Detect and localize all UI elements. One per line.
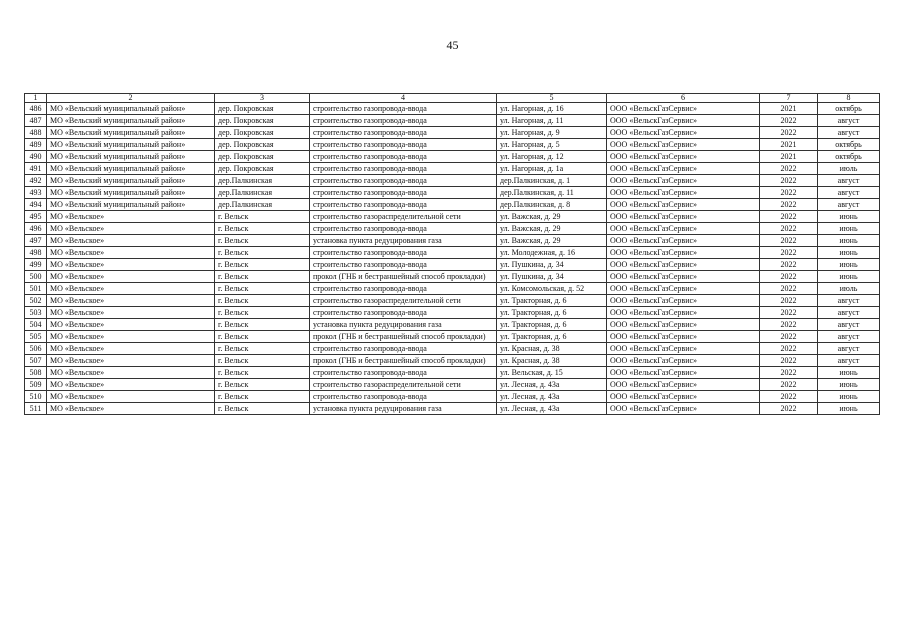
address-cell: ул. Тракторная, д. 6 xyxy=(497,307,607,319)
row-number: 493 xyxy=(25,187,47,199)
municipality-cell: МО «Вельское» xyxy=(47,283,215,295)
year-cell: 2022 xyxy=(760,319,818,331)
year-cell: 2022 xyxy=(760,403,818,415)
organization-cell: ООО «ВельскГазСервис» xyxy=(607,175,760,187)
year-cell: 2022 xyxy=(760,235,818,247)
address-cell: ул. Красная, д. 38 xyxy=(497,343,607,355)
address-cell: ул. Молодежная, д. 16 xyxy=(497,247,607,259)
municipality-cell: МО «Вельское» xyxy=(47,331,215,343)
address-cell: дер.Палкинская, д. 8 xyxy=(497,199,607,211)
month-cell: октябрь xyxy=(818,151,880,163)
municipality-cell: МО «Вельский муниципальный район» xyxy=(47,187,215,199)
organization-cell: ООО «ВельскГазСервис» xyxy=(607,355,760,367)
month-cell: июнь xyxy=(818,379,880,391)
municipality-cell: МО «Вельское» xyxy=(47,307,215,319)
month-cell: август xyxy=(818,331,880,343)
municipality-cell: МО «Вельское» xyxy=(47,223,215,235)
work-type-cell: строительство газопровода-ввода xyxy=(310,115,497,127)
month-cell: июль xyxy=(818,283,880,295)
row-number: 510 xyxy=(25,391,47,403)
row-number: 504 xyxy=(25,319,47,331)
year-cell: 2022 xyxy=(760,163,818,175)
work-type-cell: строительство газопровода-ввода xyxy=(310,199,497,211)
month-cell: август xyxy=(818,187,880,199)
month-cell: июнь xyxy=(818,247,880,259)
month-cell: июнь xyxy=(818,259,880,271)
row-number: 490 xyxy=(25,151,47,163)
organization-cell: ООО «ВельскГазСервис» xyxy=(607,295,760,307)
year-cell: 2022 xyxy=(760,223,818,235)
work-type-cell: строительство газопровода-ввода xyxy=(310,259,497,271)
work-type-cell: установка пункта редуцирования газа xyxy=(310,403,497,415)
organization-cell: ООО «ВельскГазСервис» xyxy=(607,403,760,415)
table-row xyxy=(25,163,880,175)
month-cell: июнь xyxy=(818,391,880,403)
municipality-cell: МО «Вельский муниципальный район» xyxy=(47,175,215,187)
month-cell: август xyxy=(818,295,880,307)
table-row xyxy=(25,259,880,271)
municipality-cell: МО «Вельское» xyxy=(47,235,215,247)
municipality-cell: МО «Вельский муниципальный район» xyxy=(47,103,215,115)
table-row xyxy=(25,223,880,235)
row-number: 500 xyxy=(25,271,47,283)
work-type-cell: строительство газопровода-ввода xyxy=(310,391,497,403)
year-cell: 2021 xyxy=(760,139,818,151)
table-row xyxy=(25,139,880,151)
gasification-schedule-table xyxy=(24,93,880,415)
municipality-cell: МО «Вельское» xyxy=(47,319,215,331)
year-cell: 2022 xyxy=(760,379,818,391)
month-cell: август xyxy=(818,307,880,319)
year-cell: 2022 xyxy=(760,307,818,319)
row-number: 502 xyxy=(25,295,47,307)
address-cell: дер.Палкинская, д. 11 xyxy=(497,187,607,199)
municipality-cell: МО «Вельский муниципальный район» xyxy=(47,139,215,151)
work-type-cell: строительство газопровода-ввода xyxy=(310,367,497,379)
settlement-cell: г. Вельск xyxy=(215,259,310,271)
work-type-cell: строительство газопровода-ввода xyxy=(310,163,497,175)
organization-cell: ООО «ВельскГазСервис» xyxy=(607,223,760,235)
row-number: 501 xyxy=(25,283,47,295)
row-number: 496 xyxy=(25,223,47,235)
settlement-cell: г. Вельск xyxy=(215,343,310,355)
organization-cell: ООО «ВельскГазСервис» xyxy=(607,367,760,379)
month-cell: август xyxy=(818,115,880,127)
municipality-cell: МО «Вельское» xyxy=(47,295,215,307)
table-row xyxy=(25,379,880,391)
organization-cell: ООО «ВельскГазСервис» xyxy=(607,319,760,331)
year-cell: 2022 xyxy=(760,295,818,307)
municipality-cell: МО «Вельский муниципальный район» xyxy=(47,127,215,139)
address-cell: ул. Нагорная, д. 12 xyxy=(497,151,607,163)
address-cell: ул. Комсомольская, д. 52 xyxy=(497,283,607,295)
month-cell: август xyxy=(818,319,880,331)
settlement-cell: г. Вельск xyxy=(215,271,310,283)
year-cell: 2022 xyxy=(760,271,818,283)
municipality-cell: МО «Вельский муниципальный район» xyxy=(47,115,215,127)
row-number: 494 xyxy=(25,199,47,211)
settlement-cell: г. Вельск xyxy=(215,367,310,379)
table-row xyxy=(25,247,880,259)
column-header: 4 xyxy=(310,94,497,103)
municipality-cell: МО «Вельское» xyxy=(47,367,215,379)
municipality-cell: МО «Вельское» xyxy=(47,391,215,403)
address-cell: ул. Тракторная, д. 6 xyxy=(497,319,607,331)
municipality-cell: МО «Вельский муниципальный район» xyxy=(47,199,215,211)
organization-cell: ООО «ВельскГазСервис» xyxy=(607,211,760,223)
table-row xyxy=(25,331,880,343)
row-number: 486 xyxy=(25,103,47,115)
year-cell: 2022 xyxy=(760,259,818,271)
table-row xyxy=(25,175,880,187)
settlement-cell: г. Вельск xyxy=(215,319,310,331)
table-row xyxy=(25,295,880,307)
table-row xyxy=(25,127,880,139)
address-cell: ул. Нагорная, д. 16 xyxy=(497,103,607,115)
row-number: 491 xyxy=(25,163,47,175)
municipality-cell: МО «Вельское» xyxy=(47,343,215,355)
table-row xyxy=(25,235,880,247)
year-cell: 2022 xyxy=(760,367,818,379)
column-header: 3 xyxy=(215,94,310,103)
settlement-cell: г. Вельск xyxy=(215,331,310,343)
address-cell: ул. Лесная, д. 43а xyxy=(497,379,607,391)
table-row xyxy=(25,151,880,163)
column-header: 8 xyxy=(818,94,880,103)
address-cell: ул. Важская, д. 29 xyxy=(497,211,607,223)
municipality-cell: МО «Вельское» xyxy=(47,247,215,259)
organization-cell: ООО «ВельскГазСервис» xyxy=(607,187,760,199)
settlement-cell: дер. Покровская xyxy=(215,115,310,127)
page-number: 45 xyxy=(446,38,459,52)
row-number: 508 xyxy=(25,367,47,379)
table-row xyxy=(25,367,880,379)
table-row xyxy=(25,103,880,115)
year-cell: 2022 xyxy=(760,355,818,367)
settlement-cell: дер. Покровская xyxy=(215,139,310,151)
address-cell: ул. Вельская, д. 15 xyxy=(497,367,607,379)
column-number-row xyxy=(25,94,880,103)
settlement-cell: г. Вельск xyxy=(215,307,310,319)
address-cell: ул. Пушкина, д. 34 xyxy=(497,259,607,271)
year-cell: 2021 xyxy=(760,151,818,163)
month-cell: октябрь xyxy=(818,103,880,115)
year-cell: 2021 xyxy=(760,103,818,115)
settlement-cell: дер. Покровская xyxy=(215,163,310,175)
month-cell: август xyxy=(818,127,880,139)
organization-cell: ООО «ВельскГазСервис» xyxy=(607,391,760,403)
municipality-cell: МО «Вельское» xyxy=(47,379,215,391)
address-cell: ул. Важская, д. 29 xyxy=(497,223,607,235)
row-number: 489 xyxy=(25,139,47,151)
column-header: 6 xyxy=(607,94,760,103)
month-cell: июль xyxy=(818,163,880,175)
settlement-cell: г. Вельск xyxy=(215,295,310,307)
work-type-cell: строительство газораспределительной сети xyxy=(310,295,497,307)
year-cell: 2022 xyxy=(760,247,818,259)
row-number: 498 xyxy=(25,247,47,259)
settlement-cell: г. Вельск xyxy=(215,379,310,391)
month-cell: июнь xyxy=(818,211,880,223)
row-number: 505 xyxy=(25,331,47,343)
address-cell: ул. Нагорная, д. 5 xyxy=(497,139,607,151)
month-cell: июнь xyxy=(818,403,880,415)
month-cell: июнь xyxy=(818,367,880,379)
table-row xyxy=(25,283,880,295)
work-type-cell: строительство газопровода-ввода xyxy=(310,307,497,319)
table-row xyxy=(25,211,880,223)
organization-cell: ООО «ВельскГазСервис» xyxy=(607,271,760,283)
month-cell: октябрь xyxy=(818,139,880,151)
year-cell: 2022 xyxy=(760,283,818,295)
column-header: 1 xyxy=(25,94,47,103)
table-row xyxy=(25,115,880,127)
column-header: 7 xyxy=(760,94,818,103)
row-number: 488 xyxy=(25,127,47,139)
year-cell: 2022 xyxy=(760,331,818,343)
settlement-cell: дер. Покровская xyxy=(215,127,310,139)
row-number: 497 xyxy=(25,235,47,247)
row-number: 487 xyxy=(25,115,47,127)
month-cell: июнь xyxy=(818,235,880,247)
work-type-cell: строительство газораспределительной сети xyxy=(310,379,497,391)
work-type-cell: строительство газопровода-ввода xyxy=(310,343,497,355)
work-type-cell: установка пункта редуцирования газа xyxy=(310,319,497,331)
address-cell: ул. Тракторная, д. 6 xyxy=(497,295,607,307)
month-cell: август xyxy=(818,175,880,187)
work-type-cell: прокол (ГНБ и бестраншейный способ прокладки) xyxy=(310,271,497,283)
settlement-cell: дер.Палкинская xyxy=(215,199,310,211)
municipality-cell: МО «Вельское» xyxy=(47,211,215,223)
work-type-cell: строительство газопровода-ввода xyxy=(310,139,497,151)
year-cell: 2022 xyxy=(760,343,818,355)
address-cell: ул. Нагорная, д. 9 xyxy=(497,127,607,139)
settlement-cell: г. Вельск xyxy=(215,223,310,235)
organization-cell: ООО «ВельскГазСервис» xyxy=(607,163,760,175)
month-cell: июнь xyxy=(818,223,880,235)
table-row xyxy=(25,271,880,283)
organization-cell: ООО «ВельскГазСервис» xyxy=(607,379,760,391)
column-header: 5 xyxy=(497,94,607,103)
work-type-cell: строительство газопровода-ввода xyxy=(310,187,497,199)
address-cell: ул. Тракторная, д. 6 xyxy=(497,331,607,343)
month-cell: август xyxy=(818,355,880,367)
settlement-cell: г. Вельск xyxy=(215,355,310,367)
organization-cell: ООО «ВельскГазСервис» xyxy=(607,199,760,211)
organization-cell: ООО «ВельскГазСервис» xyxy=(607,103,760,115)
municipality-cell: МО «Вельское» xyxy=(47,355,215,367)
year-cell: 2022 xyxy=(760,115,818,127)
year-cell: 2022 xyxy=(760,187,818,199)
address-cell: ул. Лесная, д. 43а xyxy=(497,391,607,403)
address-cell: ул. Красная, д. 38 xyxy=(497,355,607,367)
settlement-cell: г. Вельск xyxy=(215,391,310,403)
month-cell: август xyxy=(818,343,880,355)
settlement-cell: г. Вельск xyxy=(215,403,310,415)
table-row xyxy=(25,187,880,199)
work-type-cell: прокол (ГНБ и бестраншейный способ прокладки) xyxy=(310,331,497,343)
organization-cell: ООО «ВельскГазСервис» xyxy=(607,235,760,247)
year-cell: 2022 xyxy=(760,199,818,211)
address-cell: ул. Лесная, д. 43а xyxy=(497,403,607,415)
table-row xyxy=(25,355,880,367)
settlement-cell: г. Вельск xyxy=(215,283,310,295)
row-number: 499 xyxy=(25,259,47,271)
row-number: 492 xyxy=(25,175,47,187)
settlement-cell: дер.Палкинская xyxy=(215,175,310,187)
work-type-cell: установка пункта редуцирования газа xyxy=(310,235,497,247)
municipality-cell: МО «Вельское» xyxy=(47,271,215,283)
row-number: 506 xyxy=(25,343,47,355)
settlement-cell: дер. Покровская xyxy=(215,151,310,163)
work-type-cell: строительство газораспределительной сети xyxy=(310,211,497,223)
organization-cell: ООО «ВельскГазСервис» xyxy=(607,343,760,355)
table-row xyxy=(25,391,880,403)
work-type-cell: строительство газопровода-ввода xyxy=(310,151,497,163)
organization-cell: ООО «ВельскГазСервис» xyxy=(607,115,760,127)
settlement-cell: дер. Покровская xyxy=(215,103,310,115)
work-type-cell: строительство газопровода-ввода xyxy=(310,283,497,295)
settlement-cell: дер.Палкинская xyxy=(215,187,310,199)
organization-cell: ООО «ВельскГазСервис» xyxy=(607,139,760,151)
organization-cell: ООО «ВельскГазСервис» xyxy=(607,331,760,343)
year-cell: 2022 xyxy=(760,391,818,403)
year-cell: 2022 xyxy=(760,127,818,139)
organization-cell: ООО «ВельскГазСервис» xyxy=(607,307,760,319)
settlement-cell: г. Вельск xyxy=(215,211,310,223)
municipality-cell: МО «Вельский муниципальный район» xyxy=(47,151,215,163)
table-row xyxy=(25,199,880,211)
address-cell: ул. Пушкина, д. 34 xyxy=(497,271,607,283)
address-cell: дер.Палкинская, д. 1 xyxy=(497,175,607,187)
row-number: 507 xyxy=(25,355,47,367)
table-row xyxy=(25,307,880,319)
month-cell: июнь xyxy=(818,271,880,283)
organization-cell: ООО «ВельскГазСервис» xyxy=(607,127,760,139)
work-type-cell: строительство газопровода-ввода xyxy=(310,127,497,139)
work-type-cell: прокол (ГНБ и бестраншейный способ прокладки) xyxy=(310,355,497,367)
organization-cell: ООО «ВельскГазСервис» xyxy=(607,283,760,295)
work-type-cell: строительство газопровода-ввода xyxy=(310,247,497,259)
row-number: 509 xyxy=(25,379,47,391)
municipality-cell: МО «Вельское» xyxy=(47,403,215,415)
row-number: 511 xyxy=(25,403,47,415)
organization-cell: ООО «ВельскГазСервис» xyxy=(607,259,760,271)
year-cell: 2022 xyxy=(760,211,818,223)
table-row xyxy=(25,319,880,331)
address-cell: ул. Важская, д. 29 xyxy=(497,235,607,247)
organization-cell: ООО «ВельскГазСервис» xyxy=(607,151,760,163)
address-cell: ул. Нагорная, д. 1а xyxy=(497,163,607,175)
column-header: 2 xyxy=(47,94,215,103)
row-number: 495 xyxy=(25,211,47,223)
address-cell: ул. Нагорная, д. 11 xyxy=(497,115,607,127)
table-row xyxy=(25,343,880,355)
organization-cell: ООО «ВельскГазСервис» xyxy=(607,247,760,259)
year-cell: 2022 xyxy=(760,175,818,187)
work-type-cell: строительство газопровода-ввода xyxy=(310,103,497,115)
municipality-cell: МО «Вельское» xyxy=(47,259,215,271)
table-row xyxy=(25,403,880,415)
work-type-cell: строительство газопровода-ввода xyxy=(310,223,497,235)
settlement-cell: г. Вельск xyxy=(215,235,310,247)
settlement-cell: г. Вельск xyxy=(215,247,310,259)
municipality-cell: МО «Вельский муниципальный район» xyxy=(47,163,215,175)
month-cell: август xyxy=(818,199,880,211)
row-number: 503 xyxy=(25,307,47,319)
work-type-cell: строительство газопровода-ввода xyxy=(310,175,497,187)
